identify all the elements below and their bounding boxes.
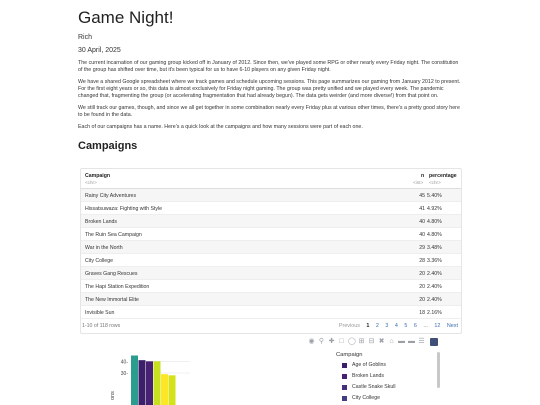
row-count: 1-10 of 118 rows <box>82 323 121 329</box>
pagination-page-12[interactable]: 12 <box>434 323 441 329</box>
column-header-percentage[interactable]: percentage <box>429 173 457 179</box>
bar-series <box>131 356 176 405</box>
reset-axes-icon[interactable]: ⌂ <box>389 338 394 345</box>
cell-percentage: 4.80% <box>427 232 442 238</box>
legend-item[interactable] <box>336 384 432 395</box>
table-row <box>81 267 461 280</box>
table-row <box>81 202 461 215</box>
hover-compare-icon[interactable]: ☰ <box>418 338 425 345</box>
autoscale-icon[interactable]: ✖ <box>378 338 385 345</box>
pagination-page-2[interactable]: 2 <box>375 323 379 329</box>
table-row <box>81 254 461 267</box>
pagination-previous[interactable]: Previous <box>338 323 360 329</box>
cell-campaign: Rainy City Adventures <box>85 193 137 199</box>
column-header-campaign[interactable]: Campaign <box>85 173 111 179</box>
page-title: Game Night! <box>78 8 174 27</box>
cell-percentage: 4.92% <box>427 206 442 212</box>
cell-percentage: 3.48% <box>427 245 442 251</box>
pagination-ellipsis: ... <box>423 323 428 329</box>
table-row <box>81 306 461 319</box>
chart-legend <box>336 352 432 405</box>
pagination-next[interactable]: Next <box>446 323 458 329</box>
cell-n: 29 <box>419 245 425 251</box>
cell-campaign: War in the North <box>85 245 123 251</box>
zoom-out-icon[interactable]: ⊟ <box>368 338 375 345</box>
column-type-campaign: <chr> <box>85 180 97 185</box>
table-row <box>81 293 461 306</box>
column-header-n[interactable]: n <box>421 173 425 179</box>
legend-swatch <box>342 374 347 379</box>
table-header <box>81 169 461 189</box>
cell-campaign: Broken Lands <box>85 219 118 225</box>
cell-n: 20 <box>419 284 425 290</box>
legend-item[interactable] <box>336 373 432 384</box>
table-row <box>81 280 461 293</box>
box-select-icon[interactable]: □ <box>339 338 344 345</box>
table-row <box>81 241 461 254</box>
cell-percentage: 2.16% <box>427 310 442 316</box>
legend-item-label: Broken Lands <box>352 373 385 379</box>
cell-percentage: 2.40% <box>427 297 442 303</box>
chart-modebar <box>308 338 438 348</box>
cell-n: 40 <box>419 219 425 225</box>
bar[interactable] <box>146 361 153 405</box>
cell-campaign: Invisible Sun <box>85 310 115 316</box>
author: Rich <box>78 34 93 41</box>
pagination-page-4[interactable]: 4 <box>394 323 398 329</box>
cell-n: 20 <box>419 271 425 277</box>
publish-date: 30 April, 2025 <box>78 47 121 54</box>
cell-percentage: 4.80% <box>427 219 442 225</box>
cell-percentage: 2.40% <box>427 271 442 277</box>
cell-n: 41 <box>419 206 425 212</box>
section-title-campaigns: Campaigns <box>78 140 138 152</box>
cell-n: 28 <box>419 258 425 264</box>
cell-n: 45 <box>419 193 425 199</box>
campaigns-table <box>80 168 462 334</box>
legend-swatch <box>342 396 347 401</box>
legend-item[interactable] <box>336 395 432 405</box>
legend-item-label: Age of Goblins <box>352 362 387 368</box>
spreadsheet-paragraph: We have a shared Google spreadsheet where we track games and schedule upcoming sessions. This page summarizes our gaming from January 2012 to present. For the first eight years or so, this data is almost exclusively for Friday night gaming. The group was pretty unified and we played every week. The pandemic changed that, fragmenting the group (or accelerating fragmentation that had already begun). The data gets weirder (and more diverse!) from that point on. <box>78 79 461 99</box>
cell-campaign: City College <box>85 258 113 264</box>
intro-paragraph: The current incarnation of our gaming group kicked off in January of 2012. Since then, we've played some RPG or other nearly every Friday night. The constitution of the group has shifted over time, but it's been typical for us to have 6-10 players on any given Friday night. <box>78 60 459 73</box>
cell-campaign: The New Immortal Elite <box>85 297 139 303</box>
campaign-bar-chart <box>80 348 300 405</box>
cell-percentage: 3.36% <box>427 258 442 264</box>
y-tick-labels <box>121 359 129 377</box>
pagination-page-6[interactable]: 6 <box>413 323 417 329</box>
campaigns-intro-paragraph: Each of our campaigns has a name. Here's a quick look at the campaigns and how many sessions were part of each one. <box>78 124 363 130</box>
zoom-in-icon[interactable]: ⊞ <box>358 338 365 345</box>
legend-swatch <box>342 363 347 368</box>
cell-campaign: The Hapi Station Expedition <box>85 284 150 290</box>
legend-item[interactable] <box>336 362 432 373</box>
legend-title: Campaign <box>336 352 363 358</box>
legend-scrollbar[interactable] <box>437 352 440 388</box>
column-type-n: <int> <box>413 180 424 185</box>
cell-campaign: Graves Gang Rescues <box>85 271 138 277</box>
pan-icon[interactable]: ✚ <box>328 338 335 345</box>
document-body <box>78 8 462 153</box>
column-type-percentage: <chr> <box>429 180 441 185</box>
bar[interactable] <box>169 375 176 405</box>
cell-campaign: Hissatsuwaza: Fighting with Style <box>85 206 162 212</box>
cell-campaign: The Ruin Sea Campaign <box>85 232 142 238</box>
plotly-logo-icon[interactable] <box>430 338 438 346</box>
legend-item-label: City College <box>352 395 380 401</box>
tracking-paragraph: We still track our games, though, and since we all get together in some combination nearly every Friday plus at various other times, there's a pretty good story here to be found in the data. <box>78 105 460 118</box>
spike-lines-icon[interactable]: ▬ <box>398 338 405 345</box>
pagination <box>334 323 458 329</box>
pagination-page-1[interactable]: 1 <box>366 323 370 329</box>
pagination-page-3[interactable]: 3 <box>385 323 389 329</box>
lasso-icon[interactable]: ◯ <box>348 338 356 345</box>
bar[interactable] <box>161 374 168 405</box>
y-tick-label: 30- <box>120 371 128 377</box>
bar[interactable] <box>154 361 161 405</box>
hover-closest-icon[interactable]: ▬ <box>408 338 415 345</box>
table-row <box>81 228 461 241</box>
cell-n: 18 <box>419 310 425 316</box>
y-axis-label: ons <box>110 391 116 400</box>
legend-item-label: Castle Snake Skull <box>352 384 396 390</box>
cell-percentage: 5.40% <box>427 193 442 199</box>
pagination-page-5[interactable]: 5 <box>404 323 408 329</box>
table-row <box>81 189 461 202</box>
y-tick-label: 40- <box>120 359 128 366</box>
table-footer <box>80 322 462 332</box>
cell-n: 20 <box>419 297 425 303</box>
table-row <box>81 215 461 228</box>
camera-icon[interactable]: ◉ <box>308 338 315 345</box>
cell-percentage: 2.40% <box>427 284 442 290</box>
bar[interactable] <box>139 360 146 405</box>
zoom-icon[interactable]: ⚲ <box>318 338 325 345</box>
legend-swatch <box>342 385 347 390</box>
cell-n: 40 <box>419 232 425 238</box>
bar[interactable] <box>131 356 138 405</box>
